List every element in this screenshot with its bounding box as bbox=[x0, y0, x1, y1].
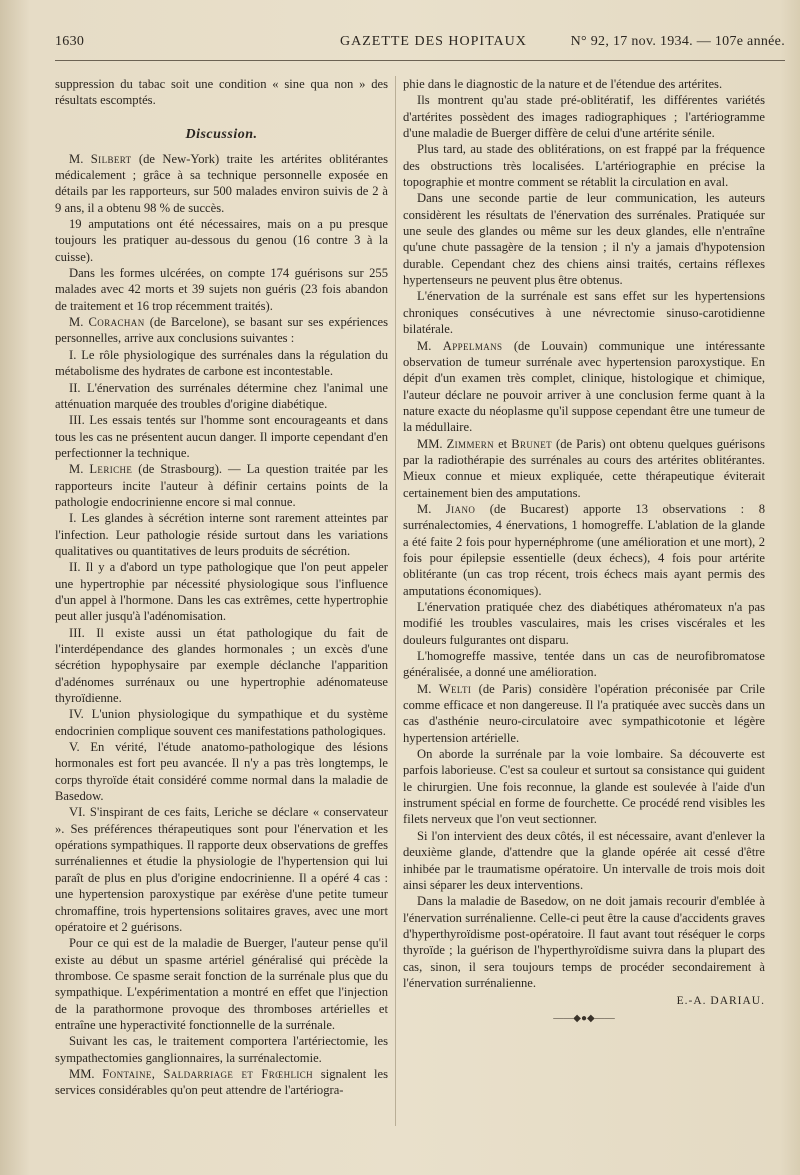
paragraph: Dans une seconde partie de leur communication, les auteurs considèrent les résultats de l'énervation des surrénales. Pratiquée sur une seule des glandes ou même sur les deux glandes, elle n'entraîne qu'une chute passagère de la tension ; il n'y a jamais d'hypotension durable. Cependant chez des chiens ainsi traités, certains réflexes hypertenseurs ne peuvent plus être obtenus. bbox=[403, 191, 765, 288]
section-heading: Discussion. bbox=[185, 126, 258, 142]
ornament-divider-icon: ——◆●◆—— bbox=[553, 1012, 615, 1024]
header-rule bbox=[55, 60, 785, 61]
paragraph: MM. Fontaine, Saldarriage et Frœhlich signalent les services considérables qu'on peut attendre de l'artériogra- bbox=[55, 1066, 388, 1098]
paragraph: Plus tard, au stade des oblitérations, on est frappé par la fréquence des obstructions très localisées. L'artériographie en précise la topographie et montre comment se rétablit la circulation en aval. bbox=[403, 142, 765, 190]
paragraph: III. Il existe aussi un état pathologique du fait de l'interdépendance des glandes hormonales ; un excès d'une sécrétion hypophysaire par exemple déclanche l'apparition d'adénomes surrénaux ou une hypertrophie adénomateuse thyroïdienne. bbox=[55, 625, 388, 706]
paragraph: M. Silbert (de New-York) traite les artérites oblitérantes médicalement ; grâce à sa technique personnelle exposée en détails par les rapporteurs, sur 500 malades environ suivis de 2 à 9 ans, il a obtenu 98 % de succès. bbox=[55, 151, 388, 215]
journal-title: GAZETTE DES HOPITAUX bbox=[340, 34, 527, 49]
paragraph: I. Les glandes à sécrétion interne sont rarement atteintes par l'infection. Leur pathologie réside surtout dans les variations qualitatives ou quantitatives de leurs produits de sécrétion. bbox=[55, 511, 388, 558]
paragraph: IV. L'union physiologique du sympathique et du système endocrinien complique souvent ces manifestations pathologiques. bbox=[55, 707, 388, 738]
paragraph: L'énervation pratiquée chez des diabétiques athéromateux n'a pas modifié les troubles vasculaires, mais les crises viscérales et les douleurs fulgurantes ont disparu. bbox=[403, 600, 765, 647]
paragraph: L'énervation de la surrénale est sans effet sur les hypertensions chroniques consécutives à une névrectomie sinuso-carotidienne bilatérale. bbox=[403, 289, 765, 337]
paragraph: MM. Zimmern et Brunet (de Paris) ont obtenu quelques guérisons par la radiothérapie des surrénales au cours des artérites oblitérantes. Mieux connue et mieux expliquée, cette thérapeutique éviterait certainement bien des amputations. bbox=[403, 436, 765, 500]
paragraph: Pour ce qui est de la maladie de Buerger, l'auteur pense qu'il existe au début un spasme artériel généralisé qui précède la thrombose. Ce spasme serait fonction de la surrénale plus que du sympathique. L'expérimentation a montré en effet que l'injection de la parathormone provoque des thromboses artérielles et entraîne une hyperactivité fonctionnelle de la surrénale. bbox=[55, 936, 388, 1032]
right-column bbox=[403, 76, 765, 1024]
paragraph: II. L'énervation des surrénales détermine chez l'animal une atténuation marquée des troubles d'origine diabétique. bbox=[55, 380, 388, 411]
paragraph: I. Le rôle physiologique des surrénales dans la régulation du métabolisme des hydrates de carbone est incontestable. bbox=[55, 347, 388, 379]
author-name: Corachan bbox=[88, 315, 145, 330]
author-name: Silbert bbox=[90, 151, 132, 166]
paragraph: suppression du tabac soit une condition « sine qua non » des résultats escomptés. bbox=[55, 77, 388, 108]
author-name: Jiano bbox=[445, 501, 476, 516]
left-column bbox=[55, 76, 388, 1099]
issue-date: N° 92, 17 nov. 1934. — 107e année. bbox=[570, 34, 785, 49]
author-name: Appelmans bbox=[442, 338, 503, 353]
paragraph: M. Welti (de Paris) considère l'opération préconisée par Crile comme efficace et non dangereuse. Il l'a pratiquée avec succès dans un cas d'asthénie neuro-circulatoire avec sympathicotonie et légère hypertension artérielle. bbox=[403, 681, 765, 745]
paragraph: Dans la maladie de Basedow, on ne doit jamais recourir d'emblée à l'énervation surrénalienne. Celle-ci peut être la cause d'accidents graves d'hyperthyroïdisme post-opératoire. Il faut avant tout réséquer le corps thyroïde ; la guérison de l'hyperthyroïdisme suivra dans la plupart des cas, sinon, il sera toujours temps de procéder secondairement à l'énervation surrénalienne. bbox=[403, 894, 765, 990]
paragraph: M. Jiano (de Bucarest) apporte 13 observations : 8 surrénalectomies, 4 énervations, 1 homogreffe. L'ablation de la glande a été faite 2 fois pour hypernéphrome (une amélioration et une mort), 2 fois pour épilepsie essentielle (deux échecs), 4 fois pour artérite oblitérante (un cas trop récent, trois échecs mais ayant permis des amputations économiques). bbox=[403, 501, 765, 598]
author-name: Welti bbox=[438, 681, 472, 696]
page-header bbox=[55, 34, 785, 58]
signature: E.-A. DARIAU. bbox=[676, 995, 765, 1008]
paragraph: Dans les formes ulcérées, on compte 174 guérisons sur 255 malades avec 42 morts et 39 sujets non guéris (23 fois abandon de traitement et 16 trop récemment traités). bbox=[55, 266, 388, 313]
paragraph: L'homogreffe massive, tentée dans un cas de neurofibromatose généralisée, a donné une amélioration. bbox=[403, 649, 765, 680]
column-divider bbox=[395, 76, 396, 1126]
page-number: 1630 bbox=[55, 34, 85, 49]
paragraph: Ils montrent qu'au stade pré-oblitératif, les différentes variétés d'artérites possèdent des images radiographiques ; l'artériogramme d'une maladie de Buerger diffère de celui d'une artérite sénile. bbox=[403, 93, 765, 141]
paragraph: M. Leriche (de Strasbourg). — La question traitée par les rapporteurs incite l'auteur à définir certains points de la pathologie endocrinienne encore si mal connue. bbox=[55, 462, 388, 509]
paragraph: M. Corachan (de Barcelone), se basant sur ses expériences personnelles, arrive aux conclusions suivantes : bbox=[55, 315, 388, 346]
paragraph: VI. S'inspirant de ces faits, Leriche se déclare « conservateur ». Ses préférences thérapeutiques sont pour l'énervation et les opérations sympathiques. Il rapporte deux observations de greffes surrénaliennes et étudie la physiologie de l'hypertension qui lui paraît de plus en plus d'origine endocrinienne. Il a opéré 4 cas : une hypertension paroxystique par exérèse d'une petite tumeur chromaffine, trois hypertensions solitaires graves, avec une mort opératoire et 2 guérisons. bbox=[55, 805, 388, 934]
paragraph: 19 amputations ont été nécessaires, mais on a pu presque toujours les pratiquer au-dessous du genou (16 contre 3 à la cuisse). bbox=[55, 217, 388, 264]
author-name: Leriche bbox=[89, 462, 133, 477]
paragraph: On aborde la surrénale par la voie lombaire. Sa découverte est parfois laborieuse. C'est sa couleur et surtout sa consistance qui guident le chirurgien. Une fois reconnue, la glande est soulevée à l'aide d'un instrument spécial en forme de fourchette. Ce procédé rend visibles les filets nerveux que l'on veut sectionner. bbox=[403, 747, 765, 827]
paragraph: Suivant les cas, le traitement comportera l'artériectomie, les sympathectomies ganglionnaires, la surrénalectomie. bbox=[55, 1034, 388, 1065]
paragraph: M. Appelmans (de Louvain) communique une intéressante observation de tumeur surrénale avec hypertension paroxystique. En dépit d'un examen très complet, clinique, histologique et chimique, l'auteur déclare ne pouvoir arriver à une conclusion ferme quant à la nature exacte du néoplasme qu'il suppose cependant être une tumeur de la médullaire. bbox=[403, 338, 765, 435]
author-name: Brunet bbox=[511, 436, 553, 451]
paragraph: Si l'on intervient des deux côtés, il est nécessaire, avant d'enlever la deuxième glande, d'attendre que la glande opérée ait cessé d'être inhibée par le traumatisme opératoire. Un intervalle de trois mois doit ainsi séparer les deux interventions. bbox=[403, 828, 765, 892]
paragraph: II. Il y a d'abord un type pathologique que l'on peut appeler une hypertrophie par nécessité physiologique sous l'influence d'un appel à l'hormone. Dans les cas extrêmes, cette hypertrophie peut aller jusqu'à l'adénomisation. bbox=[55, 560, 388, 624]
paragraph: phie dans le diagnostic de la nature et de l'étendue des artérites. bbox=[403, 77, 723, 91]
paragraph: V. En vérité, l'étude anatomo-pathologique des lésions hormonales est fort peu avancée. Il n'y a pas très longtemps, le corps thyroïde était considéré comme normal dans la maladie de Basedow. bbox=[55, 740, 388, 804]
paragraph: III. Les essais tentés sur l'homme sont encourageants et dans tous les cas ne présentent aucun danger. Il importe cependant d'en perfectionner la technique. bbox=[55, 413, 388, 460]
author-names: Fontaine, Saldarriage et Frœhlich bbox=[102, 1066, 314, 1081]
author-name: Zimmern bbox=[446, 436, 495, 451]
